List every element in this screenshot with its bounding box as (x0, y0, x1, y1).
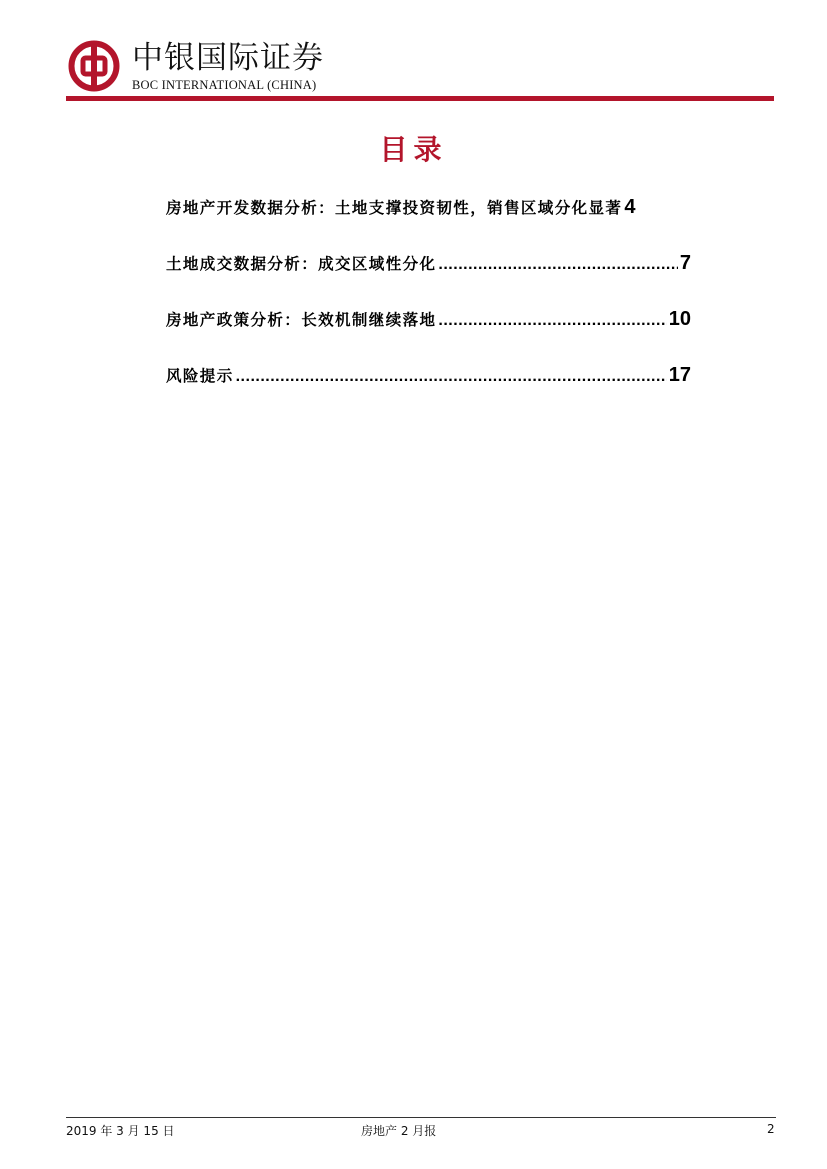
toc-item[interactable] (166, 308, 691, 332)
toc-item-label: 风险提示 (166, 367, 234, 385)
toc-item-label: 房地产开发数据分析：土地支撑投资韧性，销售区域分化显著 (166, 199, 623, 217)
page-header (66, 36, 774, 102)
toc-item-label: 土地成交数据分析：成交区域性分化 (166, 255, 437, 273)
brand-name-en: BOC INTERNATIONAL (CHINA) (132, 78, 317, 92)
footer-report-name: 房地产 2 月报 (361, 1124, 437, 1138)
boc-logo-icon (68, 40, 120, 92)
footer-page-number: 2 (767, 1122, 775, 1136)
footer-date: 2019 年 3 月 15 日 (66, 1124, 175, 1138)
toc-item-page: 4 (624, 196, 636, 218)
toc-leader-dots (438, 256, 677, 274)
toc-item[interactable] (166, 252, 691, 276)
toc-item-page: 10 (668, 308, 691, 330)
header-divider (66, 96, 774, 101)
toc-item[interactable] (166, 364, 691, 388)
toc-title: 目录 (379, 133, 448, 166)
toc-leader-dots (236, 368, 667, 386)
brand-name-cn: 中银国际证券 (132, 40, 324, 76)
footer-divider (66, 1117, 776, 1118)
toc-item-page: 7 (679, 252, 691, 274)
toc-leader-dots (438, 312, 666, 330)
toc-item-label: 房地产政策分析：长效机制继续落地 (166, 311, 437, 329)
toc-item[interactable] (166, 196, 691, 220)
toc-item-page: 17 (668, 364, 691, 386)
